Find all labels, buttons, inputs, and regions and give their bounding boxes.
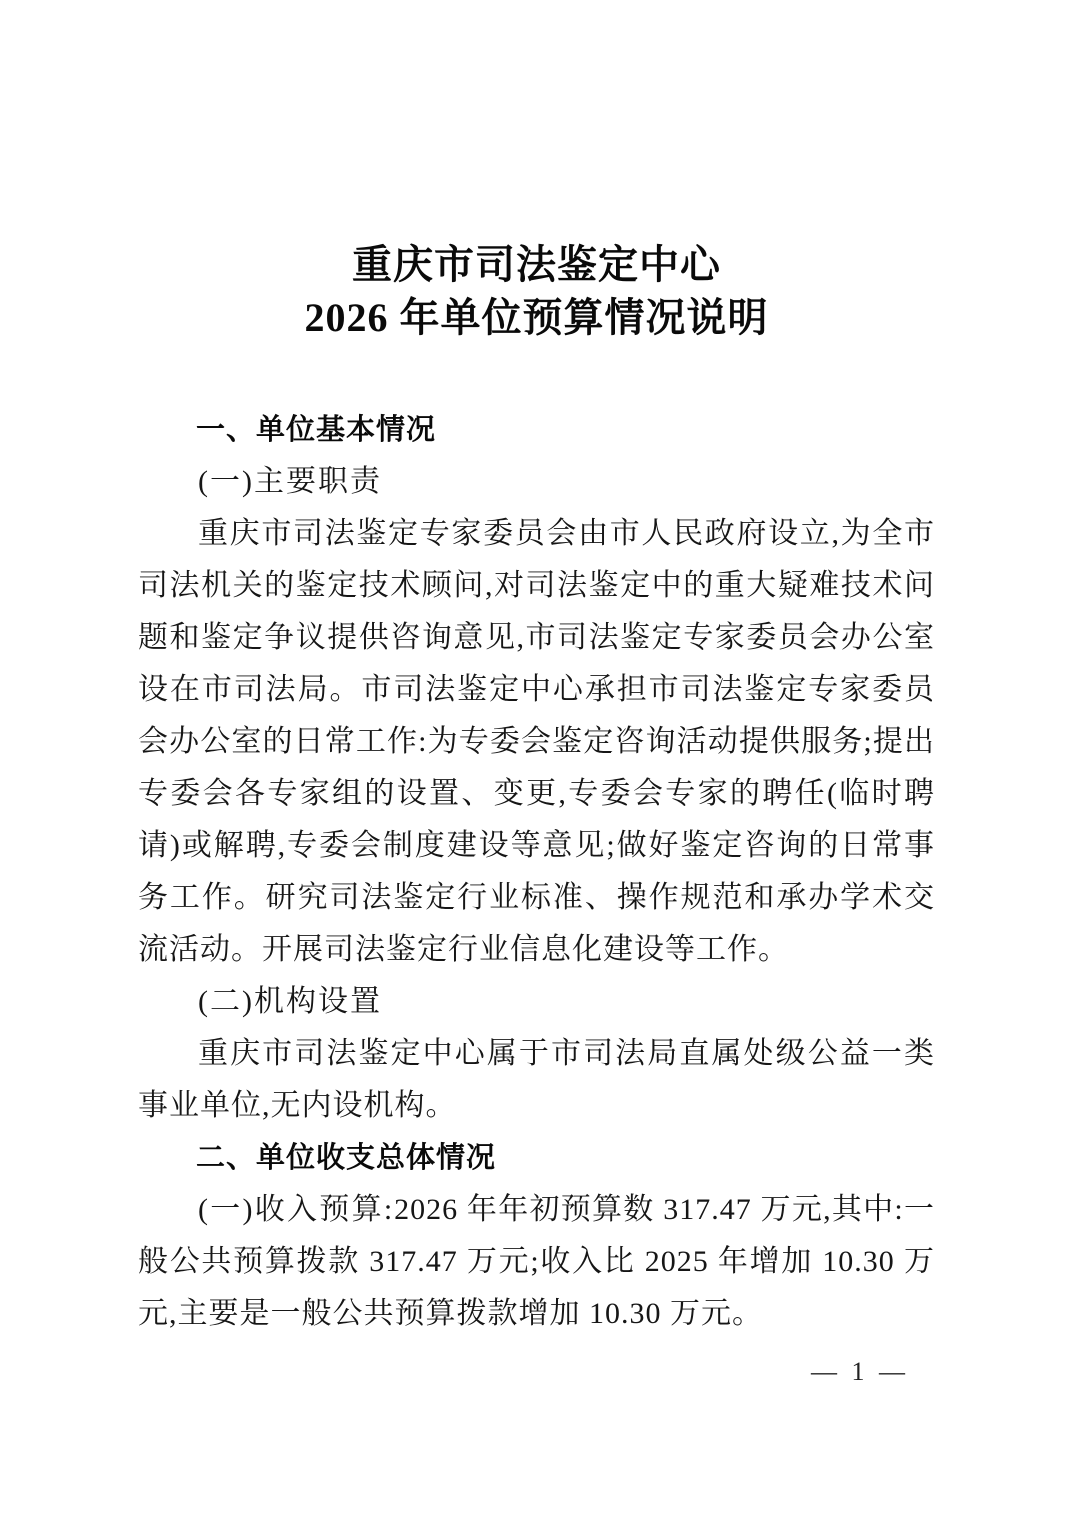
doc-title: [138, 238, 935, 344]
doc-title-line2: 2026 年单位预算情况说明: [304, 295, 769, 340]
subsection-1-1-heading: (一)主要职责: [198, 465, 382, 498]
section-2-heading: 二、单位收支总体情况: [196, 1142, 497, 1174]
income-budget-lead: (一)收入预算:: [198, 1193, 395, 1226]
paragraph-income-budget: [138, 1184, 935, 1340]
paragraph-org-structure: 重庆市司法鉴定中心属于市司法局直属处级公益一类事业单位,无内设机构。: [138, 1037, 935, 1122]
section-1-heading: 一、单位基本情况: [196, 414, 437, 446]
page-number: — 1 —: [811, 1357, 909, 1386]
paragraph-main-duties: 重庆市司法鉴定专家委员会由市人民政府设立,为全市司法机关的鉴定技术顾问,对司法鉴定中的重大疑难技术问题和鉴定争议提供咨询意见,市司法鉴定专家委员会办公室设在市司法局。市司法鉴定中心承担市司法鉴定专家委员会办公室的日常工作:为专委会鉴定咨询活动提供服务;提出专委会各专家组的设置、变更,专委会专家的聘任(临时聘请)或解聘,专委会制度建设等意见;做好鉴定咨询的日常事务工作。研究司法鉴定行业标准、操作规范和承办学术交流活动。开展司法鉴定行业信息化建设等工作。: [138, 517, 935, 966]
income-budget-text: 2026 年年初预算数 317.47 万元,其中:一般公共预算拨款 317.47 万元;收入比 2025 年增加 10.30 万元,主要是一般公共预算拨款增加 10.30 万元。: [138, 1193, 935, 1330]
subsection-1-2-heading: (二)机构设置: [198, 985, 382, 1018]
doc-title-line1: 重庆市司法鉴定中心: [352, 242, 721, 287]
document-content: [138, 0, 935, 1340]
